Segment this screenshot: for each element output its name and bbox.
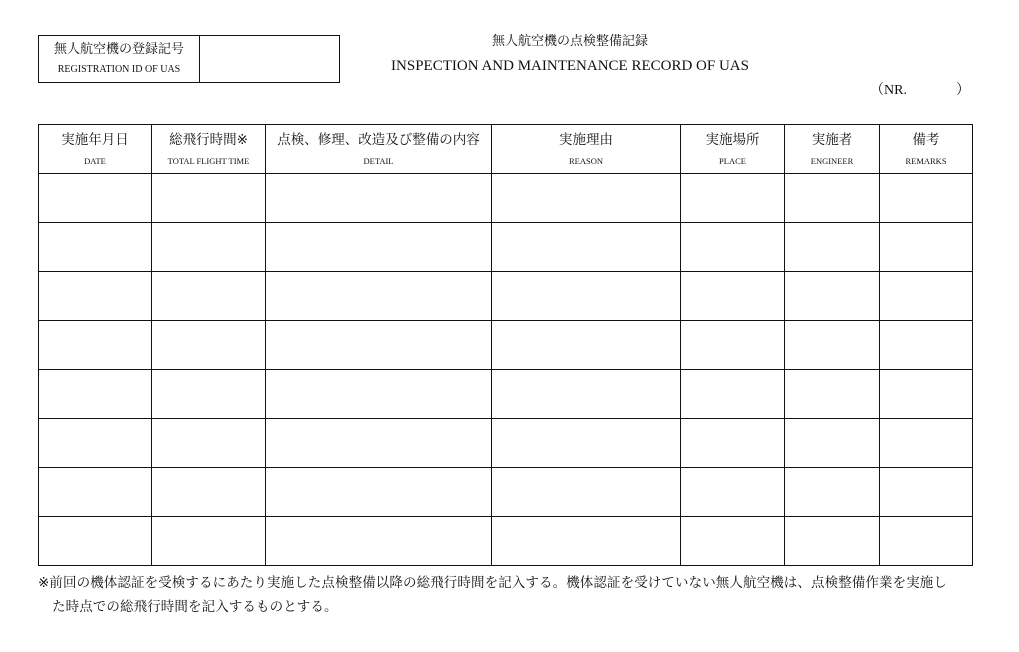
registration-id-label-en: REGISTRATION ID OF UAS — [57, 63, 181, 75]
cell-date[interactable] — [39, 517, 152, 566]
table-row — [39, 419, 973, 468]
column-header-remarks-jp: 備考 — [912, 132, 940, 148]
cell-reason[interactable] — [492, 468, 681, 517]
cell-reason[interactable] — [492, 174, 681, 223]
column-header-place-en: PLACE — [719, 156, 746, 166]
table-row — [39, 321, 973, 370]
table-row — [39, 468, 973, 517]
column-header-total-flight-time — [152, 125, 266, 174]
record-number-label: （NR. — [870, 83, 907, 98]
cell-engineer[interactable] — [785, 321, 880, 370]
cell-total-flight-time[interactable] — [152, 468, 266, 517]
column-header-place-jp: 実施場所 — [705, 132, 760, 148]
title-jp: 無人航空機の点検整備記録 — [491, 34, 648, 49]
column-header-place — [681, 125, 785, 174]
cell-date[interactable] — [39, 223, 152, 272]
registration-id-field[interactable] — [200, 36, 339, 82]
column-header-detail — [266, 125, 492, 174]
column-header-date-jp: 実施年月日 — [61, 132, 129, 148]
record-number-close: ） — [956, 83, 970, 98]
column-header-total-flight-time-jp: 総飛行時間※ — [169, 132, 248, 148]
cell-remarks[interactable] — [880, 468, 973, 517]
cell-date[interactable] — [39, 174, 152, 223]
cell-place[interactable] — [681, 370, 785, 419]
document-title — [370, 33, 770, 76]
cell-remarks[interactable] — [880, 419, 973, 468]
registration-id-label — [39, 36, 200, 82]
column-header-engineer-en: ENGINEER — [810, 156, 854, 166]
table-row — [39, 223, 973, 272]
cell-place[interactable] — [681, 419, 785, 468]
table-row — [39, 272, 973, 321]
cell-place[interactable] — [681, 321, 785, 370]
cell-detail[interactable] — [266, 223, 492, 272]
footnote-line-1: ※前回の機体認証を受検するにあたり実施した点検整備以降の総飛行時間を記入する。機体認証を受けていない無人航空機は、点検整備作業を実施し — [38, 575, 948, 591]
cell-total-flight-time[interactable] — [152, 223, 266, 272]
footnote — [38, 571, 983, 619]
cell-engineer[interactable] — [785, 468, 880, 517]
cell-reason[interactable] — [492, 370, 681, 419]
cell-total-flight-time[interactable] — [152, 321, 266, 370]
title-en: INSPECTION AND MAINTENANCE RECORD OF UAS — [391, 58, 749, 74]
cell-reason[interactable] — [492, 321, 681, 370]
column-header-detail-jp: 点検、修理、改造及び整備の内容 — [277, 132, 480, 148]
cell-engineer[interactable] — [785, 272, 880, 321]
cell-detail[interactable] — [266, 517, 492, 566]
cell-total-flight-time[interactable] — [152, 370, 266, 419]
cell-detail[interactable] — [266, 321, 492, 370]
cell-place[interactable] — [681, 517, 785, 566]
cell-reason[interactable] — [492, 223, 681, 272]
cell-engineer[interactable] — [785, 223, 880, 272]
cell-place[interactable] — [681, 468, 785, 517]
table-row — [39, 174, 973, 223]
cell-remarks[interactable] — [880, 223, 973, 272]
cell-total-flight-time[interactable] — [152, 517, 266, 566]
table-header-row — [39, 125, 973, 174]
cell-date[interactable] — [39, 370, 152, 419]
table-row — [39, 517, 973, 566]
cell-remarks[interactable] — [880, 174, 973, 223]
record-table — [38, 124, 973, 566]
column-header-date — [39, 125, 152, 174]
column-header-engineer-jp: 実施者 — [811, 132, 853, 148]
cell-date[interactable] — [39, 321, 152, 370]
cell-place[interactable] — [681, 223, 785, 272]
table-row — [39, 370, 973, 419]
cell-date[interactable] — [39, 468, 152, 517]
cell-date[interactable] — [39, 419, 152, 468]
registration-id-label-jp: 無人航空機の登録記号 — [53, 41, 184, 57]
cell-date[interactable] — [39, 272, 152, 321]
cell-detail[interactable] — [266, 272, 492, 321]
cell-remarks[interactable] — [880, 321, 973, 370]
column-header-reason-jp: 実施理由 — [559, 132, 613, 148]
cell-reason[interactable] — [492, 419, 681, 468]
cell-remarks[interactable] — [880, 370, 973, 419]
cell-engineer[interactable] — [785, 174, 880, 223]
cell-detail[interactable] — [266, 419, 492, 468]
column-header-total-flight-time-en: TOTAL FLIGHT TIME — [167, 156, 250, 166]
cell-detail[interactable] — [266, 468, 492, 517]
cell-place[interactable] — [681, 272, 785, 321]
cell-reason[interactable] — [492, 272, 681, 321]
column-header-remarks-en: REMARKS — [905, 156, 947, 166]
column-header-reason — [492, 125, 681, 174]
cell-detail[interactable] — [266, 174, 492, 223]
cell-reason[interactable] — [492, 517, 681, 566]
registration-id-box — [38, 35, 340, 83]
cell-remarks[interactable] — [880, 517, 973, 566]
footnote-line-2: た時点での総飛行時間を記入するものとする。 — [52, 599, 338, 615]
column-header-date-en: DATE — [84, 156, 106, 166]
column-header-remarks — [880, 125, 973, 174]
cell-detail[interactable] — [266, 370, 492, 419]
cell-engineer[interactable] — [785, 419, 880, 468]
column-header-engineer — [785, 125, 880, 174]
cell-total-flight-time[interactable] — [152, 272, 266, 321]
cell-total-flight-time[interactable] — [152, 419, 266, 468]
cell-engineer[interactable] — [785, 370, 880, 419]
cell-total-flight-time[interactable] — [152, 174, 266, 223]
cell-remarks[interactable] — [880, 272, 973, 321]
record-number — [870, 79, 970, 99]
column-header-detail-en: DETAIL — [363, 156, 394, 166]
column-header-reason-en: REASON — [568, 156, 603, 166]
cell-place[interactable] — [681, 174, 785, 223]
cell-engineer[interactable] — [785, 517, 880, 566]
